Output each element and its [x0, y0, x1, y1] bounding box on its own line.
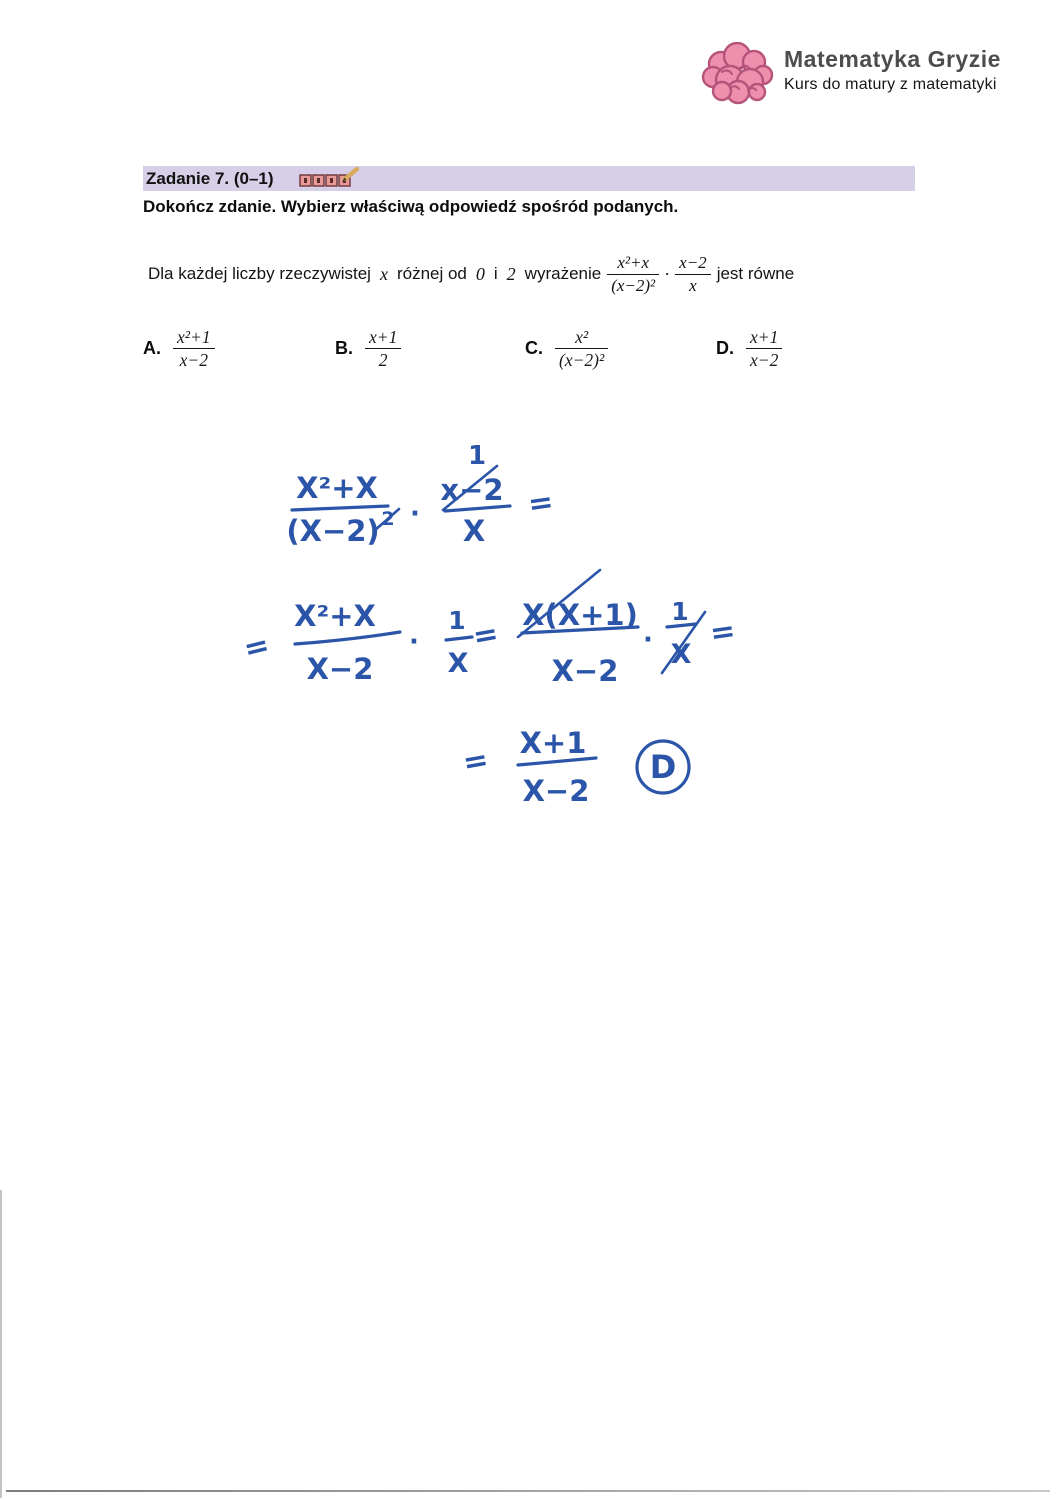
- hw-equals: =: [240, 627, 274, 668]
- fraction-denominator: 2: [378, 350, 388, 371]
- hw-frac4-numerator: 1: [671, 597, 689, 626]
- hw-times-dot: ·: [643, 625, 653, 655]
- hw-cancel-result-one: 1: [467, 441, 487, 471]
- fraction-denominator: (x−2)²: [611, 275, 656, 295]
- hw-frac1-denominator: (X−2): [286, 514, 380, 548]
- option-fraction: [746, 327, 782, 370]
- statement-tail: jest równe: [716, 264, 795, 283]
- option-label: D.: [716, 338, 734, 359]
- hw-frac2-numerator: 1: [448, 606, 466, 635]
- option-label: A.: [143, 338, 161, 359]
- hw-frac3-denominator: X−2: [551, 654, 619, 688]
- statement-word-expr: wyrażenie: [524, 264, 602, 283]
- answer-boxes-pencil-icon: [298, 167, 360, 191]
- hw-frac1-den-exponent: 2: [381, 508, 395, 530]
- fraction-denominator: x: [689, 275, 697, 295]
- option-fraction: [365, 327, 401, 370]
- hw-answer-letter: D: [649, 748, 677, 786]
- hw-frac4-denominator: X: [670, 639, 692, 670]
- fraction-numerator: x²+1: [173, 327, 215, 349]
- fraction-denominator: x−2: [750, 350, 779, 371]
- statement-conj: i: [493, 264, 498, 283]
- fraction-numerator: x²+x: [607, 253, 659, 275]
- option-c: [525, 327, 611, 370]
- statement-mid: różnej od: [396, 264, 467, 283]
- hw-result-numerator: X+1: [519, 726, 587, 760]
- hw-equals: =: [707, 613, 738, 652]
- hw-times-dot: ·: [410, 499, 420, 529]
- hw-frac2-denominator: X: [462, 514, 486, 548]
- statement-fraction-2: [675, 253, 711, 295]
- brand-title: Matematyka Gryzie: [784, 46, 1001, 72]
- option-fraction: [555, 327, 608, 370]
- option-b: [335, 327, 404, 370]
- statement-times-dot: ·: [664, 263, 671, 284]
- handwritten-solution: [230, 430, 810, 820]
- hw-frac1-denominator: X−2: [306, 652, 374, 686]
- hw-frac2-denominator: X: [447, 648, 469, 679]
- hw-times-dot: ·: [409, 627, 419, 657]
- fraction-numerator: x+1: [365, 327, 401, 349]
- hw-equals: =: [525, 484, 556, 523]
- fraction-denominator: x−2: [179, 350, 208, 371]
- handwriting-line-1: [286, 441, 555, 548]
- brand-subtitle: Kurs do matury z matematyki: [784, 76, 997, 93]
- hw-result-denominator: X−2: [522, 774, 590, 808]
- statement-zero: 0: [475, 263, 485, 284]
- handwriting-line-3: [460, 726, 689, 808]
- hw-fraction-bar: [295, 632, 400, 644]
- statement-two: 2: [506, 263, 516, 284]
- hw-fraction-bar: [292, 506, 388, 510]
- handwriting-line-2: [240, 570, 737, 688]
- problem-statement: [145, 242, 797, 306]
- hw-frac1-numerator: X²+X: [296, 471, 378, 505]
- hw-frac1-numerator: X²+X: [294, 599, 376, 633]
- fraction-numerator: x−2: [675, 253, 711, 275]
- hw-fraction-bar: [446, 637, 472, 640]
- instruction-text: Dokończ zdanie. Wybierz właściwą odpowiedź spośród podanych.: [143, 197, 679, 216]
- statement-fraction-1: [607, 253, 659, 295]
- hw-frac2-numerator: x−2: [440, 473, 504, 507]
- option-d: [716, 327, 785, 370]
- fraction-denominator: (x−2)²: [559, 350, 605, 371]
- option-label: C.: [525, 338, 543, 359]
- hw-equals: =: [460, 742, 492, 781]
- fraction-numerator: x+1: [746, 327, 782, 349]
- option-a: [143, 327, 218, 370]
- option-label: B.: [335, 338, 353, 359]
- hw-equals: =: [470, 616, 502, 655]
- task-number-label: Zadanie 7. (0–1): [146, 168, 274, 188]
- brand-logo: [700, 42, 1001, 108]
- task-header-bar: [143, 166, 915, 191]
- brand-text: [784, 46, 1001, 94]
- scan-edge-line-bottom: [6, 1490, 1050, 1492]
- option-fraction: [173, 327, 215, 370]
- statement-lead: Dla każdej liczby rzeczywistej: [148, 264, 371, 283]
- hw-frac3-numerator: X(X+1): [522, 598, 638, 632]
- scan-edge-line-left: [0, 1190, 2, 1498]
- fraction-numerator: x²: [555, 327, 608, 349]
- statement-var-x: x: [379, 263, 388, 284]
- brain-icon: [700, 42, 774, 108]
